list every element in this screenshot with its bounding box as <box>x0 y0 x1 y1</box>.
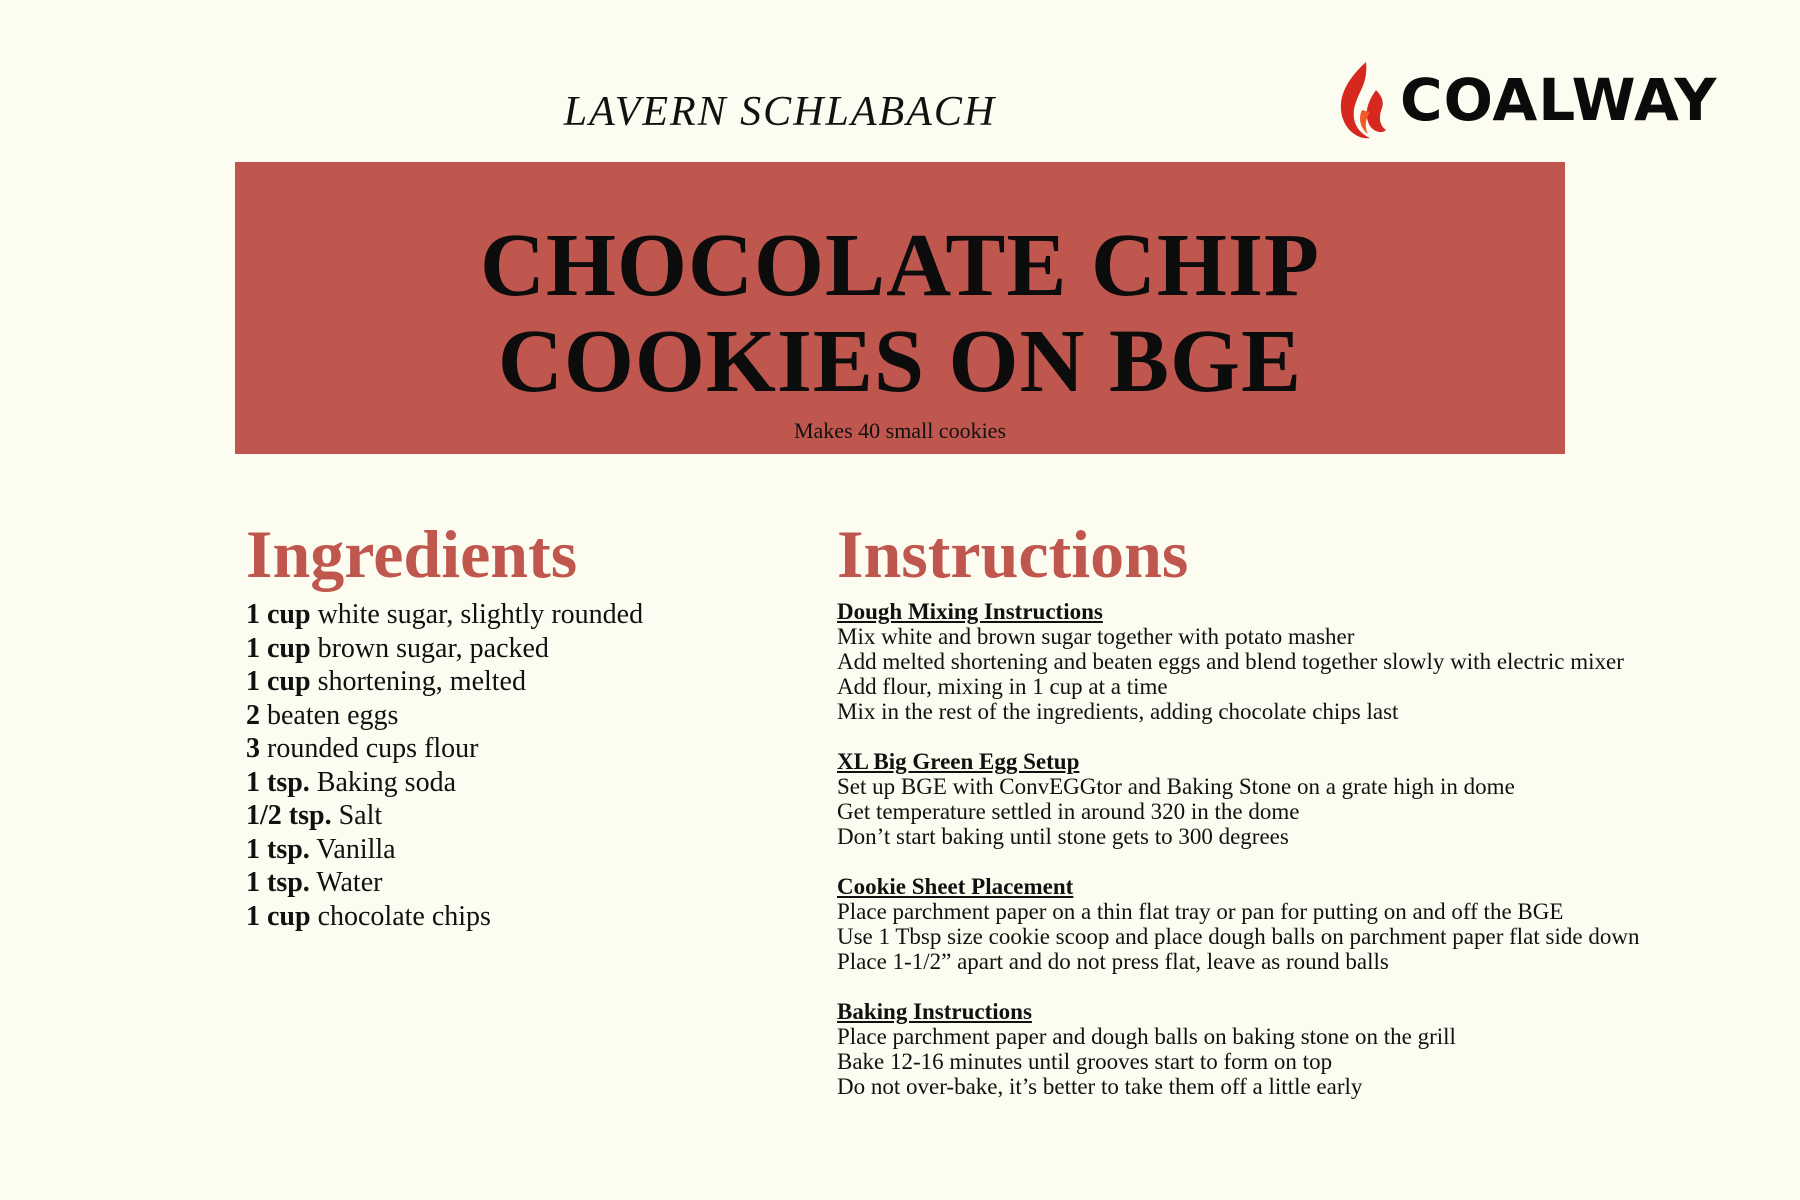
ingredient-text: Salt <box>338 800 383 831</box>
logo-wordmark: COALWAY <box>1400 66 1718 134</box>
ingredient-item <box>246 665 643 699</box>
flame-icon <box>1336 60 1392 140</box>
instruction-line: Mix in the rest of the ingredients, adding chocolate chips last <box>837 699 1399 724</box>
ingredient-item <box>246 766 643 800</box>
instruction-line: Place parchment paper on a thin flat tray or pan for putting on and off the BGE <box>837 899 1564 924</box>
ingredient-item <box>246 632 643 666</box>
instruction-line: Bake 12-16 minutes until grooves start to form on top <box>837 1049 1333 1074</box>
instruction-section-title: Baking Instructions <box>837 999 1032 1024</box>
ingredient-quantity: 1 tsp. <box>246 867 310 898</box>
ingredient-text: chocolate chips <box>317 900 491 932</box>
ingredient-quantity: 2 <box>246 699 260 731</box>
instruction-section-title: Cookie Sheet Placement <box>837 874 1074 899</box>
coalway-logo <box>1336 58 1717 142</box>
recipe-title-line1: CHOCOLATE CHIP <box>480 216 1320 315</box>
ingredient-text: beaten eggs <box>267 699 399 731</box>
ingredient-text: shortening, melted <box>317 666 526 697</box>
ingredients-list <box>246 598 643 933</box>
ingredient-quantity: 1 cup <box>246 900 311 932</box>
ingredient-quantity: 1 tsp. <box>246 833 310 865</box>
instruction-section-title: XL Big Green Egg Setup <box>837 749 1080 774</box>
instruction-line: Mix white and brown sugar together with potato masher <box>837 624 1355 649</box>
instruction-line: Use 1 Tbsp size cookie scoop and place dough balls on parchment paper flat side down <box>837 924 1640 949</box>
ingredient-item <box>246 799 643 833</box>
instruction-section <box>837 999 1737 1099</box>
ingredient-quantity: 3 <box>246 733 260 764</box>
instructions-heading: Instructions <box>837 516 1189 592</box>
ingredient-quantity: 1 cup <box>246 632 311 664</box>
instruction-section-title: Dough Mixing Instructions <box>837 599 1103 624</box>
instruction-line: Add melted shortening and beaten eggs and blend together slowly with electric mixer <box>837 649 1624 674</box>
ingredient-item <box>246 866 643 900</box>
ingredient-text: Vanilla <box>316 833 396 865</box>
ingredient-text: Water <box>316 867 383 898</box>
ingredient-item <box>246 598 643 632</box>
ingredient-quantity: 1 cup <box>246 599 311 630</box>
instruction-section <box>837 874 1737 974</box>
ingredient-text: Baking soda <box>316 766 457 798</box>
author-name: LAVERN SCHLABACH <box>563 89 997 135</box>
instruction-line: Add flour, mixing in 1 cup at a time <box>837 674 1168 699</box>
ingredient-text: brown sugar, packed <box>317 632 549 664</box>
ingredients-heading: Ingredients <box>246 516 578 592</box>
ingredient-item <box>246 833 643 867</box>
recipe-yield: Makes 40 small cookies <box>793 418 1007 443</box>
ingredient-item <box>246 900 643 934</box>
ingredient-item <box>246 732 643 766</box>
recipe-title-line2: COOKIES ON BGE <box>497 312 1303 411</box>
instruction-line: Get temperature settled in around 320 in the dome <box>837 799 1300 824</box>
instruction-section <box>837 599 1737 724</box>
instruction-line: Place parchment paper and dough balls on baking stone on the grill <box>837 1024 1456 1049</box>
ingredient-quantity: 1/2 tsp. <box>246 800 332 831</box>
instruction-line: Place 1-1/2” apart and do not press flat, leave as round balls <box>837 949 1389 974</box>
instruction-section <box>837 749 1737 849</box>
ingredient-text: white sugar, slightly rounded <box>317 599 644 630</box>
instruction-line: Set up BGE with ConvEGGtor and Baking Stone on a grate high in dome <box>837 774 1515 799</box>
instruction-line: Do not over-bake, it’s better to take them off a little early <box>837 1074 1363 1099</box>
ingredient-text: rounded cups flour <box>267 733 479 764</box>
instruction-line: Don’t start baking until stone gets to 300 degrees <box>837 824 1289 849</box>
ingredient-quantity: 1 cup <box>246 666 311 697</box>
ingredient-item <box>246 699 643 733</box>
title-banner <box>235 162 1565 454</box>
instructions-list <box>837 599 1737 1124</box>
ingredient-quantity: 1 tsp. <box>246 766 310 798</box>
recipe-title <box>480 162 1320 410</box>
